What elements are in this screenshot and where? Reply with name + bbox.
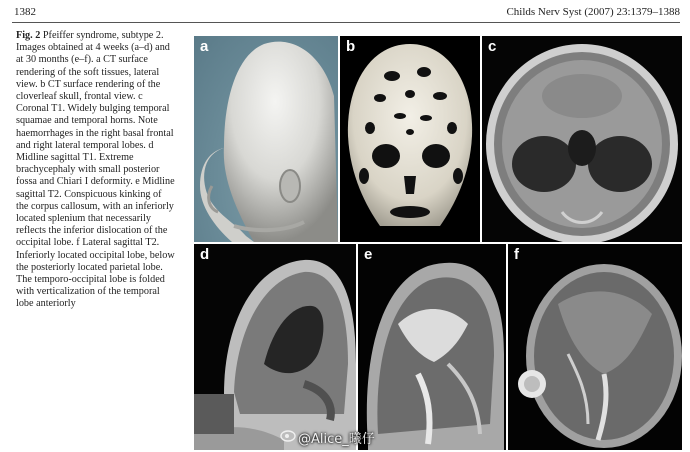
panel-e-label: e bbox=[364, 246, 373, 263]
panel-a-label: a bbox=[200, 38, 209, 55]
header-rule bbox=[12, 22, 680, 23]
panel-f-label: f bbox=[514, 246, 519, 263]
panel-f-image bbox=[508, 244, 682, 450]
panel-a-image bbox=[194, 36, 338, 242]
journal-citation: Childs Nerv Syst (2007) 23:1379–1388 bbox=[506, 6, 680, 18]
panel-f-lateral-sagittal-t2 bbox=[508, 244, 682, 450]
caption-text: Pfeiffer syndrome, subtype 2. Images obtained at 4 weeks (a–d) and at 30 months (e–f). a CT surface rendering of the soft tissues, lateral view. b CT surface rendering of the cloverleaf skull, frontal view. c Coronal T1. Widely bulging temporal squamae and temporal horns. Note haemorrhages in the right basal frontal and right lateral temporal lobes. d Midline sagittal T1. Extreme brachycephaly with small posterior fossa and Chiari I deformity. e Midline sagittal T2. Conspicuous kinking of the corpus callosum, with an inferiorly located splenium that necessarily reflects the inferior dislocation of the occipital lobe. f Lateral sagittal T2. Inferiorly located occipital lobe, below the posteriorly located parietal lobe. The temporo-occipital lobe is folded with verticalization of the temporal lobe anteriorly bbox=[16, 30, 175, 310]
weibo-logo-icon bbox=[280, 428, 296, 442]
panel-b-label: b bbox=[346, 38, 356, 55]
panel-b-ct-skull bbox=[340, 36, 480, 242]
panel-e-image bbox=[358, 244, 506, 450]
panel-d-image bbox=[194, 244, 356, 450]
figure-label: Fig. 2 bbox=[16, 30, 41, 41]
panel-c-image bbox=[482, 36, 682, 242]
figure-caption bbox=[16, 30, 176, 311]
page-number: 1382 bbox=[14, 6, 36, 18]
panel-e-sagittal-t2 bbox=[358, 244, 506, 450]
panel-d-label: d bbox=[200, 246, 210, 263]
watermark: @Alice_曦仔 bbox=[298, 432, 375, 447]
panel-b-image bbox=[340, 36, 480, 242]
panel-a-ct-soft-tissue bbox=[194, 36, 338, 242]
panel-c-coronal-t1 bbox=[482, 36, 682, 242]
panel-d-sagittal-t1 bbox=[194, 244, 356, 450]
panel-c-label: c bbox=[488, 38, 497, 55]
